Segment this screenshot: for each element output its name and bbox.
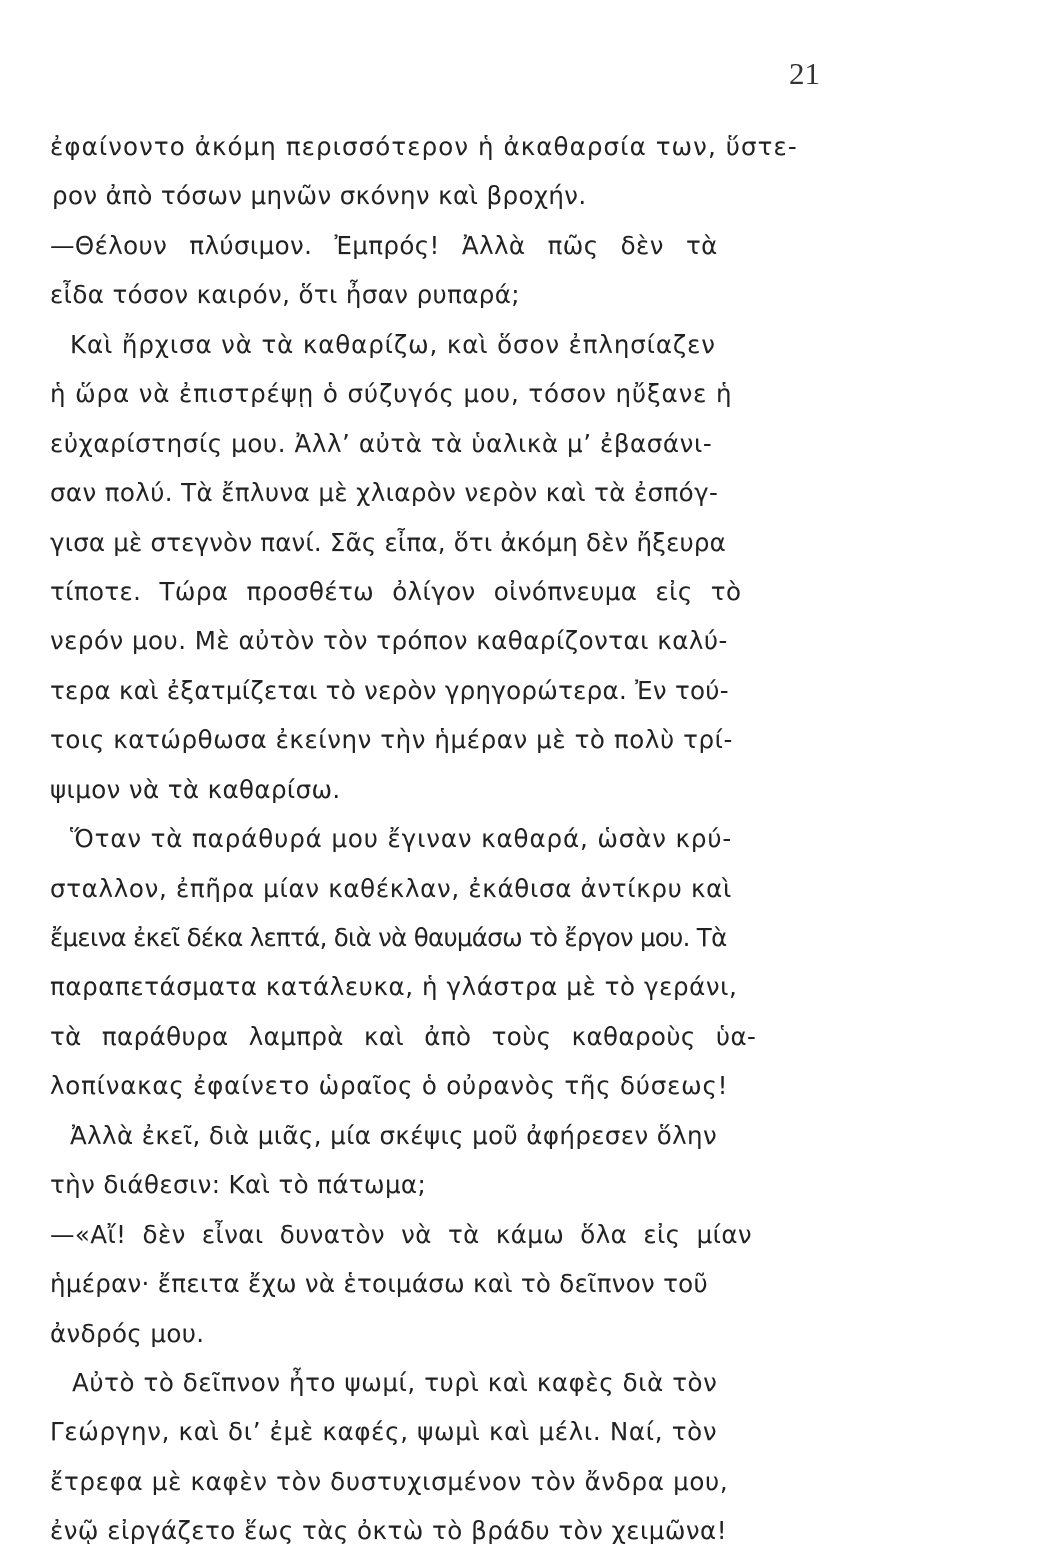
text-line: ψιμον νὰ τὰ καθαρίσω. xyxy=(50,774,341,804)
text-line: —«Αἴ! δὲν εἶναι δυνατὸν νὰ τὰ κάμω ὅλα εἰς μίαν xyxy=(50,1219,752,1249)
text-line: ἀνδρός μου. xyxy=(50,1318,205,1348)
text-line: Γεώργην, καὶ δι’ ἐμὲ καφές, ψωμὶ καὶ μέλι. Ναί, τὸν xyxy=(50,1417,718,1447)
text-line: Ἀλλὰ ἐκεῖ, διὰ μιᾶς, μία σκέψις μοῦ ἀφήρεσεν ὅλην xyxy=(70,1120,718,1150)
text-line: λοπίνακας ἐφαίνετο ὡραῖος ὁ οὐρανὸς τῆς δύσεως! xyxy=(50,1071,729,1101)
text-line: —Θέλουν πλύσιμον. Ἐμπρός! Ἀλλὰ πῶς δὲν τὰ xyxy=(50,230,718,260)
text-line: τίποτε. Τώρα προσθέτω ὀλίγον οἰνόπνευμα εἰς τὸ xyxy=(50,576,742,606)
text-line: Ὅταν τὰ παράθυρά μου ἔγιναν καθαρά, ὡσὰν κρύ- xyxy=(70,824,733,854)
body-text xyxy=(50,122,850,1556)
text-line: τὰ παράθυρα λαμπρὰ καὶ ἀπὸ τοὺς καθαροὺς ὑα- xyxy=(50,1021,757,1051)
text-line: νερόν μου. Μὲ αὐτὸν τὸν τρόπον καθαρίζονται καλύ- xyxy=(50,626,728,656)
text-line: σαν πολύ. Τὰ ἔπλυνα μὲ χλιαρὸν νερὸν καὶ τὰ ἐσπόγ- xyxy=(50,478,719,508)
text-line: ἔτρεφα μὲ καφὲν τὸν δυστυχισμένον τὸν ἄνδρα μου, xyxy=(50,1466,729,1496)
text-line: τερα καὶ ἐξατμίζεται τὸ νερὸν γρηγορώτερα. Ἐν τού- xyxy=(50,675,729,705)
text-line: γισα μὲ στεγνὸν πανί. Σᾶς εἶπα, ὅτι ἀκόμη δὲν ἤξευρα xyxy=(50,527,727,557)
text-line: εἶδα τόσον καιρόν, ὅτι ἦσαν ρυπαρά; xyxy=(50,280,520,310)
text-line: εὐχαρίστησίς μου. Ἀλλ’ αὐτὰ τὰ ὑαλικὰ μ’ ἐβασάνι- xyxy=(50,428,713,458)
text-line: ρον ἀπὸ τόσων μηνῶν σκόνην καὶ βροχήν. xyxy=(52,181,587,211)
text-line: Καὶ ἤρχισα νὰ τὰ καθαρίζω, καὶ ὅσον ἐπλησίαζεν xyxy=(70,329,716,359)
page-number: 21 xyxy=(789,56,820,91)
text-line: ἐφαίνοντο ἀκόμη περισσότερον ἡ ἀκαθαρσία των, ὕστε- xyxy=(50,132,798,161)
text-line: Αὐτὸ τὸ δεῖπνον ἦτο ψωμί, τυρὶ καὶ καφὲς διὰ τὸν xyxy=(72,1367,718,1397)
text-line: τοις κατώρθωσα ἐκείνην τὴν ἡμέραν μὲ τὸ πολὺ τρί- xyxy=(50,725,733,755)
text-line: ἔμεινα ἐκεῖ δέκα λεπτά, διὰ νὰ θαυμάσω τὸ ἔργον μου. Τὰ xyxy=(50,923,727,952)
text-line: τὴν διάθεσιν: Καὶ τὸ πάτωμα; xyxy=(50,1170,427,1200)
text-line: ἡ ὥρα νὰ ἐπιστρέψῃ ὁ σύζυγός μου, τόσον ηὔξανε ἡ xyxy=(50,379,733,409)
text-line: σταλλον, ἐπῆρα μίαν καθέκλαν, ἐκάθισα ἀντίκρυ καὶ xyxy=(50,873,732,903)
text-line: παραπετάσματα κατάλευκα, ἡ γλάστρα μὲ τὸ γεράνι, xyxy=(50,972,738,1002)
text-line: ἡμέραν· ἔπειτα ἔχω νὰ ἑτοιμάσω καὶ τὸ δεῖπνον τοῦ xyxy=(50,1269,708,1299)
text-line: ἐνῷ εἰργάζετο ἕως τὰς ὀκτὼ τὸ βράδυ τὸν χειμῶνα! xyxy=(50,1516,728,1546)
